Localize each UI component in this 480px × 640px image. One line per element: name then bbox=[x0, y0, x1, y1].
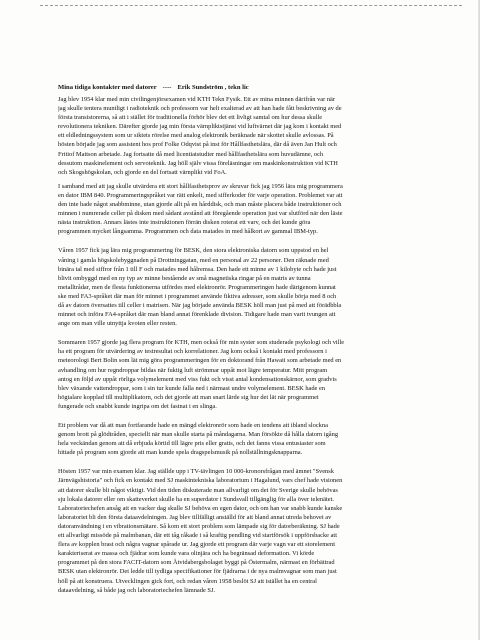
text-line: Fritiof Mattson arbetade. Jag fortsatte då med licentiatstudier med hållfasthetslära som huvudämne, och bbox=[58, 150, 324, 158]
text-line: binära tal med siffror från 1 till F och matades med hålremsa. Den hade ett minne av 1 kilobyte och hade just bbox=[58, 265, 337, 273]
text-line: att datorer skulle bli något viktigt. Vid den tiden diskuterade man allvarligt om det för Sverige skulle behövas bbox=[58, 486, 338, 494]
title-separator: ---- bbox=[162, 84, 172, 91]
paragraph bbox=[58, 467, 458, 594]
text-line: hittade på program som gjorde att man kunde spela dragspelsmusik på nollställningsknapparna. bbox=[58, 449, 303, 457]
text-line: första transistorerna, så att i stället för traditionella förhör blev det ett livligt samtal om hur dessa skulle bbox=[58, 114, 323, 122]
text-line: programmen mycket långsamma. Programmen och data matades in med hålkort av gammal IBM-typ. bbox=[58, 228, 318, 236]
text-line: den inte hade något snabbminne, utan gjorde allt på en hårddisk, och man måste placera både instruktioner och bbox=[58, 201, 342, 209]
text-line: Sommaren 1957 gjorde jag flera program för KTH, men också för min syster som studerade psykologi och ville bbox=[58, 339, 345, 347]
scan-top-edge bbox=[40, 5, 462, 6]
text-line: meteorologi Bert Bolin som lät mig göra programmeringen för en doktorand från Hawaii som arbetade med en bbox=[58, 357, 342, 365]
document-author: Erik Sundström , tekn lic bbox=[177, 84, 249, 91]
text-line: dessutom maskinelement och servoteknik. Jag höll själv vissa föreläsningar om maskinkonstruktion vid KTH bbox=[58, 159, 338, 167]
text-line: ett eldledningssystem som ur siktets rörelse med analog elektronik beräknade när skottet skulle avlossas. På bbox=[58, 132, 334, 140]
text-line: en dator IBM 840. Programmeringspråket var rätt enkelt, med sifferkoder för varje operation. Problemet var att bbox=[58, 191, 343, 199]
text-line: jag skulle tentera muntligt i radioteknik och professorn var helt exalterad av att han hade fått beskrivning av de bbox=[58, 105, 342, 113]
text-line: Jag blev 1954 klar med min civilingenjörsexamen vid KTH Tekn Fysik. Ett av mina minnen därifrån var när bbox=[58, 96, 336, 103]
paragraph bbox=[58, 182, 458, 237]
text-line: då av datorn översattes till celler i matrisen. När jag började använda BESK höll man just på med att förädbbla bbox=[58, 301, 342, 309]
text-line: fungerade och snabbt kunde ingripa om det fastnat i en slinga. bbox=[58, 402, 217, 410]
text-line: programmet på den stora FACIT-datorn som Åtvidabergsbolaget byggt på Östermalm, närmast en förbättrad bbox=[58, 559, 335, 567]
text-line: nästa instruktion. Annars lästes inte instruktionen förrän disken roterat ett varv, och det kunde göra bbox=[58, 219, 311, 227]
text-line: BESK utan elektronrör. Det ledde till tydliga specifikationer för fjädrarna i de nya malmvagnar som man just bbox=[58, 568, 337, 576]
document-body bbox=[58, 95, 458, 605]
text-line: flera av kopplen brast och några vagnar spårade ur. Jag gjorde ett program där varje vagn var ett storelement bbox=[58, 541, 335, 549]
text-line: Järnvägshistoria" och fick en kontakt med SJ maskintekniska laboratorium i Hagalund, vars chef hade visionen bbox=[58, 477, 343, 485]
text-line: ange om man ville utnyttja kvoten eller resten. bbox=[58, 320, 177, 328]
text-line: ett allvarligt missöde på malmbanan, där ett tåg råkade i så kraftig pendling vid startförsök i uppförsbacke att bbox=[58, 532, 337, 540]
text-line: Hösten 1957 var min examen klar. Jag ställde upp i TV-tävlingen 10 000-kronorsfrågan med ämnet "Svensk bbox=[58, 468, 334, 476]
text-line: Våren 1957 fick jag lära mig programmering för BESK, den stora elektroniska datorn som uppstod en hel bbox=[58, 247, 329, 255]
document-title: Mina tidiga kontakter med datorer bbox=[58, 84, 157, 91]
text-line: dataavdelning, så både jag och laboratoriechefen lämnade SJ. bbox=[58, 586, 216, 594]
text-line: karakteriserat av massa och fjädrar som kunde vara olinjära och ha begränsad deformation. Vi körde bbox=[58, 550, 315, 558]
text-line: högtalare kopplad till multiplikatorn, och det gjorde att man snart lärde sig hur det lät när programmet bbox=[58, 393, 319, 401]
text-line: antog en följd av uppåt rörliga volymelement med viss fukt och visst antal kondensationskärnor, som gradvis bbox=[58, 375, 337, 383]
text-line: minnet och införa FA4-språket där man bland annat förenklade division. Tidigare hade man varit tvungen att bbox=[58, 311, 336, 319]
text-line: våning i gamla högskolebyggnaden på Drottninggatan, med en personal av 22 personer. Den räknade med bbox=[58, 256, 329, 264]
text-line: genom brott på glödtråden, speciellt när man skulle starta på måndagarna. Man försökte då hålla datorn igång bbox=[58, 431, 339, 439]
text-line: höll på att konstruera. Utvecklingen gick fort, och redan våren 1958 beslöt SJ att istället ha en central bbox=[58, 577, 317, 585]
text-line: hela veckändan genom att då erbjuda körtid till lägre pris eller gratis, och det fanns vissa entusiaster som bbox=[58, 440, 326, 448]
text-line: hösten började jag som assistent hos prof Folke Odqvist på inst för Hållfasthetslära, där då även Jan Hult och bbox=[58, 141, 337, 149]
paragraph bbox=[58, 246, 458, 328]
text-line: revolutionera tekniken. Därefter gjorde jag min första värnpliktstjänst vid luftvärnet där jag kom i kontakt med bbox=[58, 123, 342, 131]
text-line: ha ett program för utvärdering av testresultat och korrelationer. Jag kom också i kontakt med professorn i bbox=[58, 348, 327, 356]
paragraph bbox=[58, 95, 458, 177]
text-line: Laboratoriechefen ansåg att en vacker dag skulle SJ behöva en egen dator, och om han var snabb kunde kanske bbox=[58, 504, 343, 512]
text-line: minnen i numrerade celler på disken med sådant avstånd att föregående operation just var slutförd när den läste bbox=[58, 210, 343, 218]
text-line: laboratoriet bli den första dataavdelningen. Jag blev tillfälligt anställd för att bland annat utreda behovet av bbox=[58, 513, 332, 521]
text-line: sju lokala datorer eller om skatteverket skulle ha en superdator i Sundsvall tillgänglig för alla över telenätet. bbox=[58, 495, 334, 503]
text-line: datoranvändning i en vibrationsmätare. Så kom ett stort problem som lämpade sig för datorberäkning. SJ hade bbox=[58, 522, 340, 530]
paragraph bbox=[58, 421, 458, 457]
text-line: ske med FA3-språket där man för minnet i programmet använde fiktiva adresser, som skulle börja med 8 och bbox=[58, 292, 337, 300]
text-line: I samband med att jag skulle utvärdera ett stort hållfasthetsprov av skruvar fick jag 1956 lära mig programmera bbox=[58, 182, 343, 190]
paragraph bbox=[58, 338, 458, 411]
text-line: Ett problem var då att man fortfarande hade en mängd elektronrör som hade en tendens att ibland slockna bbox=[58, 422, 328, 429]
text-line: och Skogshögskolan, och gjorde en del fortsatt värnplikt vid FoA. bbox=[58, 168, 227, 176]
text-line: metalltrådar, men de flesta funktionerna utfördes med elektronrör. Programmeringen hade därigenom kunnat bbox=[58, 283, 336, 291]
text-line: avhandling om hur regndroppar bildas när fuktig luft strömmar uppåt mot lägre temperatur. Mitt program bbox=[58, 366, 328, 374]
text-line: blev växande vattendroppar, som i sin tur kunde falla ned i närmast undre volymelement. BESK hade en bbox=[58, 384, 326, 392]
text-line: blivit ombyggd med en ny typ av minne bestående av små magnetiska ringar på en matris av tunna bbox=[58, 274, 311, 282]
document-heading bbox=[58, 84, 458, 91]
